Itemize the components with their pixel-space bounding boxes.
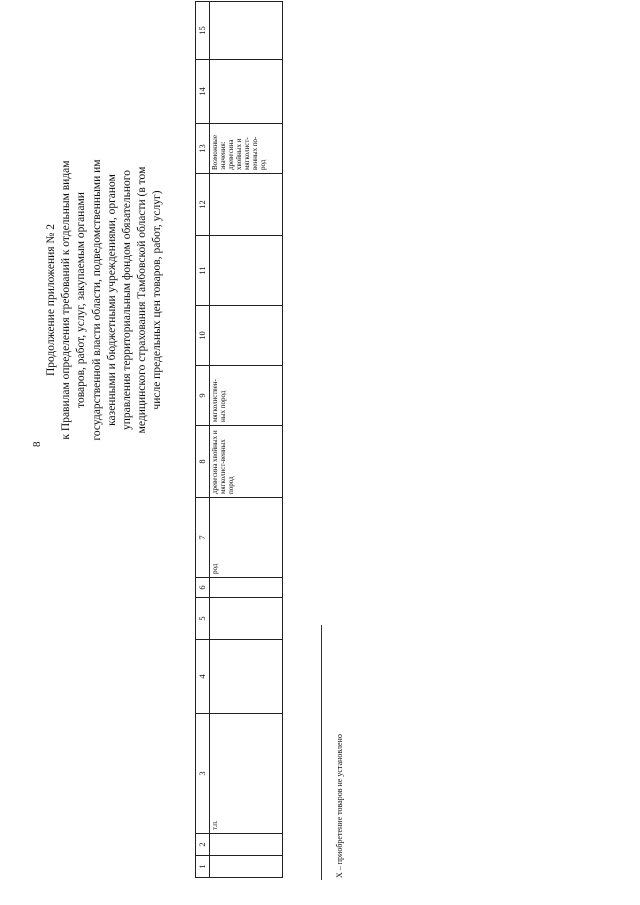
column-number: 4 [196, 640, 210, 714]
heading-line: Продолжение приложения № 2 [45, 223, 57, 377]
column-number: 10 [196, 306, 210, 366]
footnote-divider [321, 625, 322, 880]
heading-line: к Правилам определения требований к отдельным видам [60, 160, 73, 440]
table-cell [210, 236, 283, 306]
table-cell [210, 174, 283, 236]
table-cell [210, 2, 283, 60]
table-cell [210, 578, 283, 598]
table-cell [210, 60, 283, 124]
requirements-table-wrapper [195, 22, 281, 878]
heading-line: управления территориальным фондом обязательного [121, 170, 134, 430]
heading-line: казенными и бюджетными учреждениями, органом [105, 174, 118, 426]
column-number: 11 [196, 236, 210, 306]
column-number: 8 [196, 426, 210, 498]
column-number: 13 [196, 124, 210, 174]
heading-line: числе предельных цен товаров, работ, услуг) [151, 190, 164, 410]
column-number: 2 [196, 834, 210, 856]
requirements-table [195, 1, 283, 878]
table-cell [210, 834, 283, 856]
heading-line: товаров, работ, услуг, закупаемым органами [75, 192, 88, 408]
table-cell: т.п. [210, 714, 283, 834]
column-number: 14 [196, 60, 210, 124]
page-number: 8 [31, 441, 43, 447]
table-cell: древесина хвойных и мягколист-венных пород [210, 426, 283, 498]
column-number: 12 [196, 174, 210, 236]
heading-line: медицинского страхования Тамбовской области (в том [136, 166, 149, 434]
column-number: 1 [196, 856, 210, 878]
column-number: 6 [196, 578, 210, 598]
appendix-heading [44, 40, 194, 560]
column-number-row [196, 2, 210, 878]
table-cell: Возможные значения: древесина хвойных и мягколист-венных по-род [210, 124, 283, 174]
column-number: 7 [196, 498, 210, 578]
heading-line: государственной власти области, подведомственными им [90, 159, 103, 441]
table-cell: мягколиствен-ных пород [210, 366, 283, 426]
table-cell [210, 856, 283, 878]
table-cell [210, 306, 283, 366]
table-row [210, 2, 283, 878]
column-number: 15 [196, 2, 210, 60]
table-cell [210, 598, 283, 640]
table-cell [210, 640, 283, 714]
column-number: 5 [196, 598, 210, 640]
column-number: 9 [196, 366, 210, 426]
table-cell: род [210, 498, 283, 578]
column-number: 3 [196, 714, 210, 834]
footnote: Х – приобретение товаров не установлено [335, 734, 344, 878]
